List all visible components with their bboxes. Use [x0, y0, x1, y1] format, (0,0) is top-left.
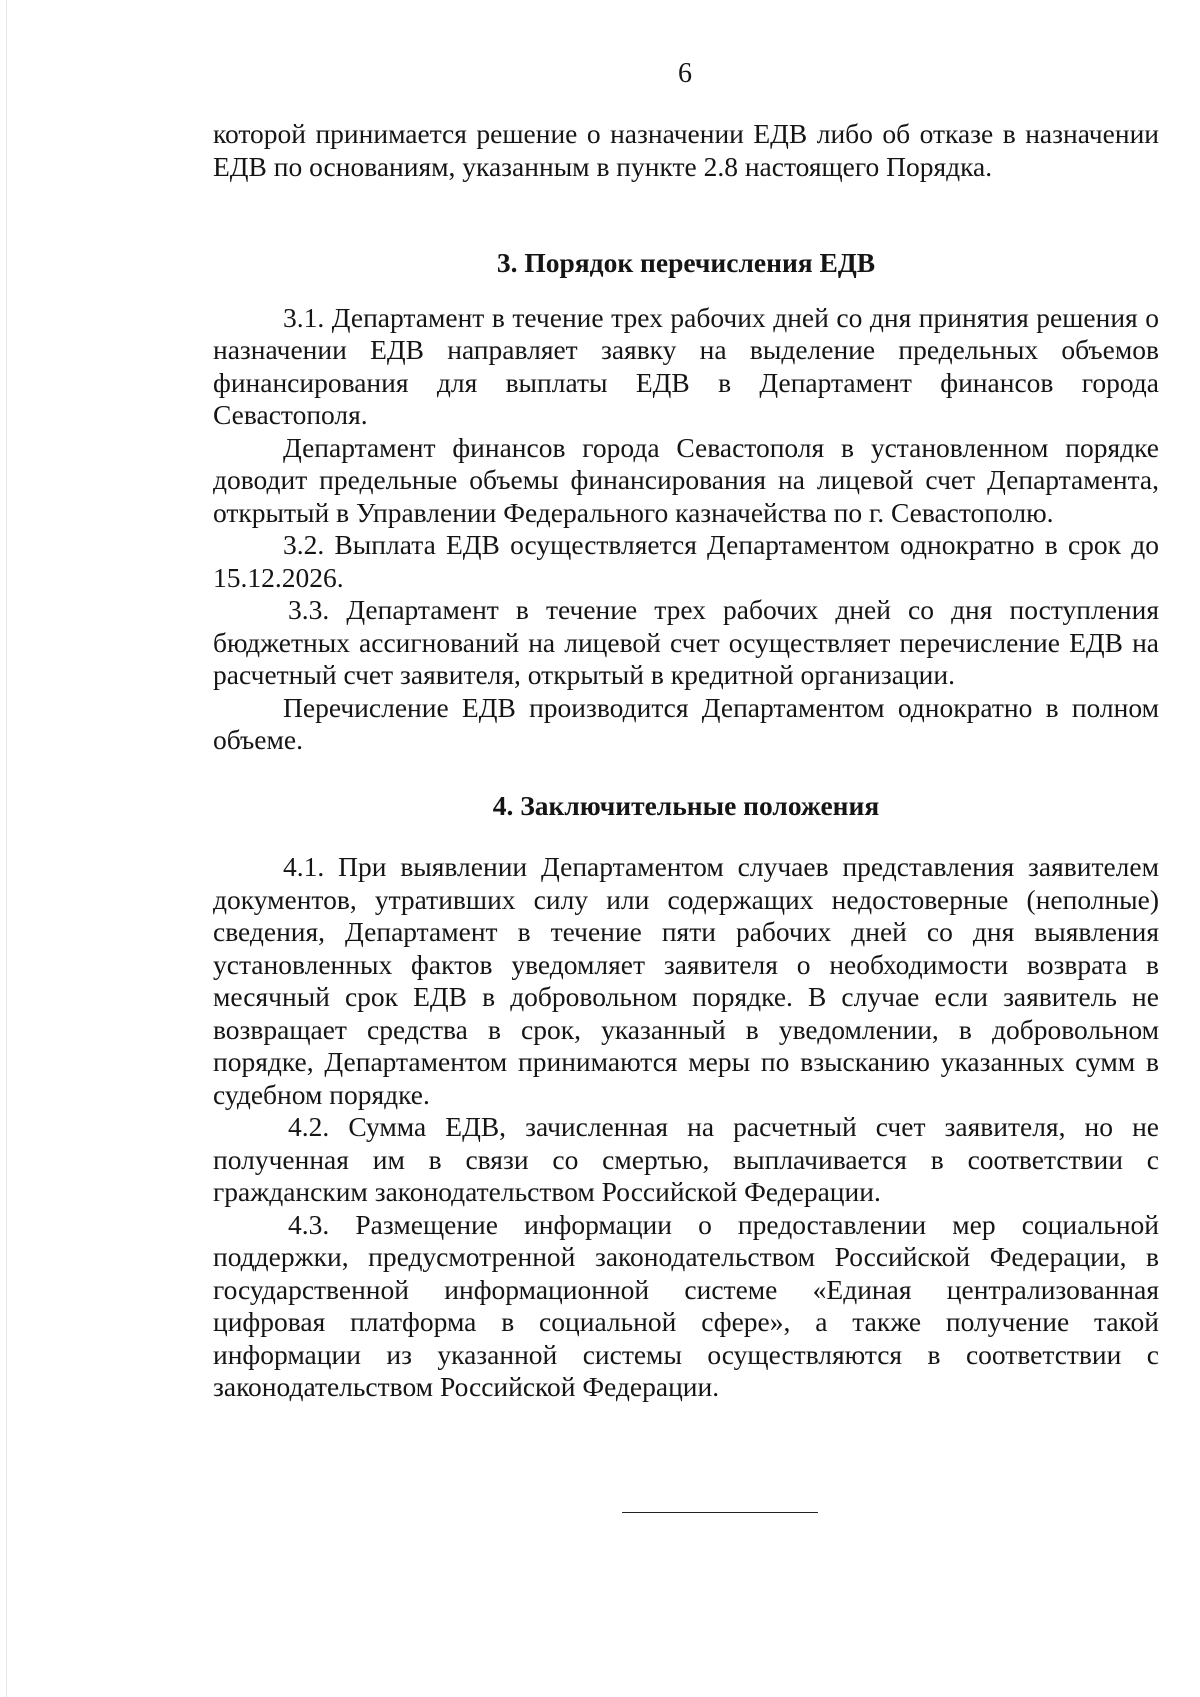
- paragraph-4-3: 4.3. Размещение информации о предоставлении мер социальной поддержки, предусмотренной законодательством Российской Федерации, в государственной информационной системе «Единая централизованная цифровая платформа в социальной сфере», а также получение такой информации из указанной системы осуществляются в соответствии с законодательством Российской Федерации.: [213, 1208, 1159, 1402]
- paragraph-4-2: 4.2. Сумма ЕДВ, зачисленная на расчетный счет заявителя, но не полученная им в связи со смертью, выплачивается в соответствии с гражданским законодательством Российской Федерации.: [213, 1111, 1159, 1207]
- document-body: [213, 118, 1159, 1404]
- closing-rule: [622, 1512, 818, 1513]
- paragraph-3-2: 3.2. Выплата ЕДВ осуществляется Департаментом однократно в срок до 15.12.2026.: [213, 529, 1159, 593]
- paragraph-3-1-continued: Департамент финансов города Севастополя в установленном порядке доводит предельные объемы финансирования на лицевой счет Департамента, открытый в Управлении Федерального казначейства по г. Севастополю.: [213, 431, 1159, 528]
- page-number: 6: [678, 58, 692, 89]
- paragraph-3-3-continued: Перечисление ЕДВ производится Департаментом однократно в полном объеме.: [213, 691, 1159, 755]
- section-3-heading: 3. Порядок перечисления ЕДВ: [496, 247, 876, 278]
- paragraph-3-3: 3.3. Департамент в течение трех рабочих дней со дня поступления бюджетных ассигнований на лицевой счет осуществляет перечисление ЕДВ на расчетный счет заявителя, открытый в кредитной организации.: [213, 594, 1159, 690]
- intro-paragraph: которой принимается решение о назначении ЕДВ либо об отказе в назначении ЕДВ по основаниям, указанным в пункте 2.8 настоящего Порядка.: [213, 118, 1159, 182]
- paragraph-3-1: 3.1. Департамент в течение трех рабочих дней со дня принятия решения о назначении ЕДВ направляет заявку на выделение предельных объемов финансирования для выплаты ЕДВ в Департамент финансов города Севастополя.: [213, 301, 1159, 430]
- section-4-heading: 4. Заключительные положения: [492, 789, 880, 821]
- paragraph-4-1: 4.1. При выявлении Департаментом случаев представления заявителем документов, утративших силу или содержащих недостоверные (неполные) сведения, Департамент в течение пяти рабочих дней со дня выявления установленных фактов уведомляет заявителя о необходимости возврата в месячный срок ЕДВ в добровольном порядке. В случае если заявитель не возвращает средства в срок, указанный в уведомлении, в добровольном порядке, Департаментом принимаются меры по взысканию указанных сумм в судебном порядке.: [213, 851, 1159, 1110]
- scan-edge-line: [6, 0, 7, 1697]
